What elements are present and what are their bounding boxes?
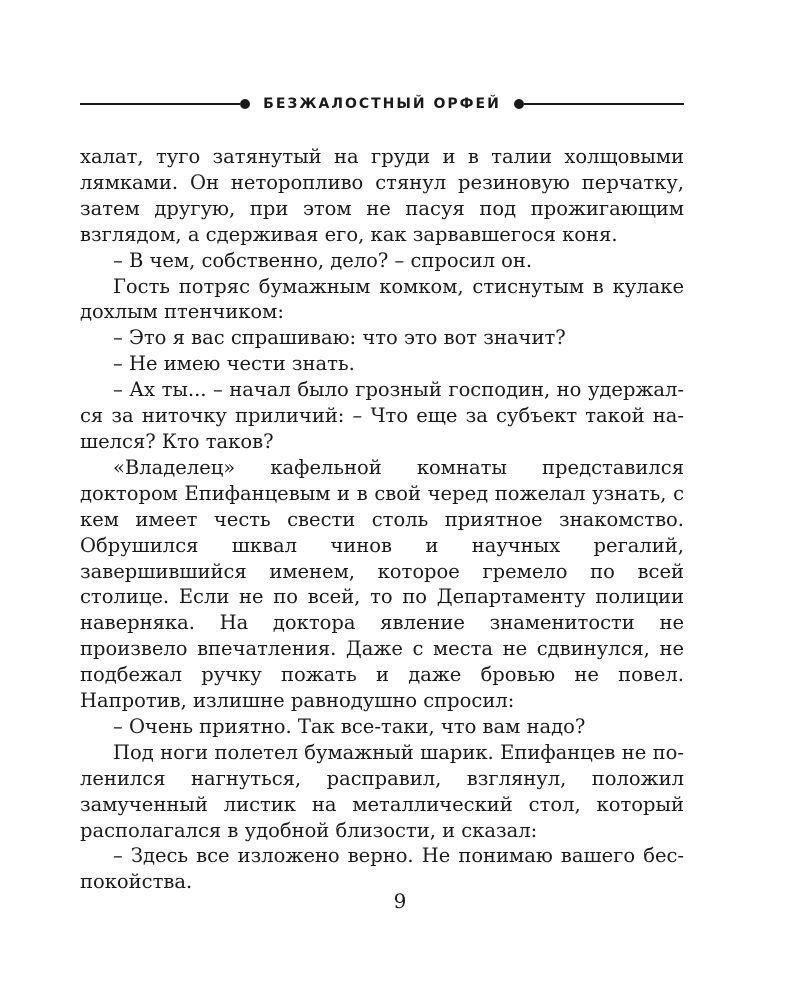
- paragraph: Под ноги полетел бумажный шарик. Епифанцев не поленился нагнуться, расправил, взглянул, положил замученный листик на металлический стол, который располагался в удобной близости, и сказал:: [80, 740, 684, 842]
- paragraph: Гость потряс бумажным комком, стиснутым в кулаке дохлым птенчиком:: [80, 274, 684, 324]
- running-header: [80, 92, 684, 116]
- paragraph: – Здесь все изложено верно. Не понимаю вашего беспокойства.: [80, 844, 684, 894]
- header-dot-right: [514, 99, 524, 109]
- paragraph: – Очень приятно. Так все-таки, что вам надо?: [113, 714, 586, 738]
- paragraph: – Ах ты... – начал было грозный господин, но удержался за ниточку приличий: – Что еще за субъект такой нашелся? Кто таков?: [80, 378, 684, 453]
- header-dot-left: [240, 99, 250, 109]
- page-body: [80, 144, 684, 895]
- paragraph: – Не имею чести знать.: [113, 352, 355, 376]
- paragraph: «Владелец» кафельной комнаты представился доктором Епифанцевым и в свой черед пожелал узнать, с кем имеет честь свести столь приятное знакомство. Обрушился шквал чинов и научных регалий, завершившийся именем, которое гремело по всей столице. Если не по всей, то по Департаменту полиции наверняка. На доктора явление знаменитости не произвело впечатления. Даже с места не сдвинулся, не подбежал ручку пожать и даже бровью не повел. Напротив, излишне равнодушно спросил:: [80, 455, 684, 713]
- running-title: БЕЗЖАЛОСТНЫЙ ОРФЕЙ: [263, 96, 501, 112]
- paragraph: – В чем, собственно, дело? – спросил он.: [113, 248, 533, 272]
- header-rule-left: [80, 103, 240, 105]
- header-rule-right: [524, 103, 684, 105]
- page-number: 9: [393, 889, 407, 913]
- paragraph: – Это я вас спрашиваю: что это вот значит?: [113, 326, 566, 350]
- paragraph-continuation: халат, туго затянутый на груди и в талии холщовыми лямками. Он неторопливо стянул резиновую перчатку, затем другую, при этом не пасуя под прожигающим взглядом, а сдерживая его, как зарвавшегося коня.: [80, 145, 684, 246]
